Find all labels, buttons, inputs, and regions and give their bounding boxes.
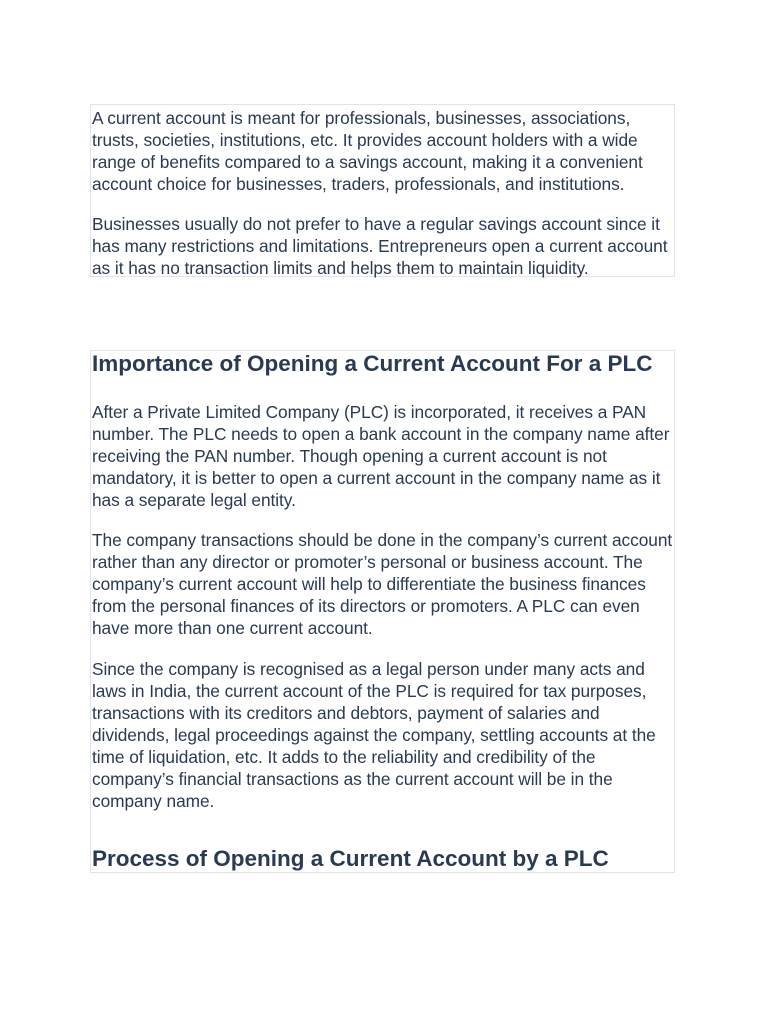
- importance-section: [90, 350, 675, 873]
- importance-heading: Importance of Opening a Current Account For a PLC: [92, 351, 653, 376]
- importance-paragraph-1: After a Private Limited Company (PLC) is incorporated, it receives a PAN number. The PLC needs to open a bank account in the company name after receiving the PAN number. Though opening a current account is not mandatory, it is better to open a current account in the company name as it has a separate legal entity.: [92, 402, 670, 510]
- process-heading: Process of Opening a Current Account by a PLC: [92, 846, 609, 871]
- intro-paragraph-2: Businesses usually do not prefer to have a regular savings account since it has many restrictions and limitations. Entrepreneurs open a current account as it has no transaction limits and helps them to maintain liquidity.: [92, 214, 668, 278]
- intro-section: [90, 104, 675, 277]
- importance-paragraph-3: Since the company is recognised as a legal person under many acts and laws in India, the current account of the PLC is required for tax purposes, transactions with its creditors and debtors, payment of salaries and dividends, legal proceedings against the company, settling accounts at the time of liquidation, etc. It adds to the reliability and credibility of the company’s financial transactions as the current account will be in the company name.: [92, 659, 656, 811]
- importance-paragraph-2: The company transactions should be done in the company’s current account rather than any director or promoter’s personal or business account. The company’s current account will help to differentiate the business finances from the personal finances of its directors or promoters. A PLC can even have more than one current account.: [92, 530, 673, 638]
- intro-paragraph-1: A current account is meant for professionals, businesses, associations, trusts, societies, institutions, etc. It provides account holders with a wide range of benefits compared to a savings account, making it a convenient account choice for businesses, traders, professionals, and institutions.: [92, 108, 643, 194]
